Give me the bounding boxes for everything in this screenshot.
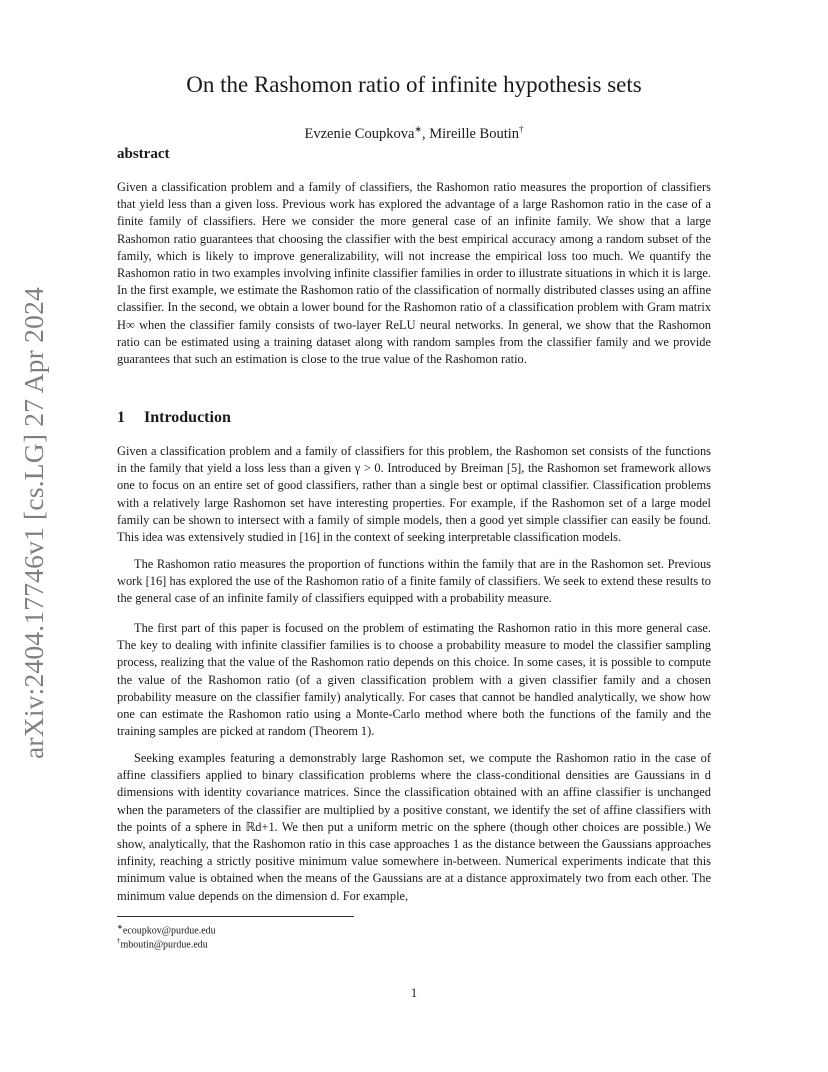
footnote-divider [117, 916, 354, 917]
footnote [117, 937, 208, 950]
author-line [117, 124, 711, 143]
footnote [117, 923, 216, 936]
author-name: Mireille Boutin [429, 125, 520, 142]
body-paragraph: The Rashomon ratio measures the proportion of functions within the family that are in the Rashomon set. Previous work [16] has explored the use of the Rashomon ratio of a finite family of classifiers. We seek to extend these results to the general case of an infinite family of classifiers equipped with a probability measure. [117, 557, 711, 606]
paper-title: On the Rashomon ratio of infinite hypothesis sets [186, 72, 642, 97]
author-name: Evzenie Coupkova [304, 125, 415, 142]
abstract-body: Given a classification problem and a family of classifiers, the Rashomon ratio measures the proportion of classifiers that yield less than a given loss. Previous work has explored the advantage of a large Rashomon ratio in the case of a finite family of classifiers. Here we consider the more general case of an infinite family. We show that a large Rashomon ratio guarantees that choosing the classifier with the best empirical accuracy among a random subset of the family, which is likely to improve generalizability, will not increase the empirical loss too much. We quantify the Rashomon ratio in two examples involving infinite classifier families in order to illustrate situations in which it is large. In the first example, we estimate the Rashomon ratio of the classification of normally distributed classes using an affine classifier. In the second, we obtain a lower bound for the Rashomon ratio of a classification problem with Gram matrix H∞ when the classifier family consists of two-layer ReLU neural networks. In general, we show that the Rashomon ratio can be estimated using a training dataset along with random samples from the classifier family and we provide guarantees that such an estimation is close to the true value of the Rashomon ratio. [117, 180, 711, 367]
arxiv-id: arXiv:2404.17746v1 [cs.LG] 27 Apr 2024 [18, 287, 49, 759]
author-email: ecoupkov@purdue.edu [122, 925, 216, 937]
body-paragraph: Given a classification problem and a family of classifiers for this problem, the Rashomon set consists of the functions in the family that yield a loss less than a given γ > 0. Introduced by Breiman [5], the Rashomon set framework allows one to focus on an entire set of good classifiers, rather than a single best or optimal classifier. Classification problems with a relatively large Rashomon set have interesting properties. For example, if the Rashomon set of a large model family can be shown to intersect with a family of simple models, then a good yet simple classifier can easily be found. This idea was extensively studied in [16] in the context of seeking interpretable classification models. [117, 444, 711, 545]
body-paragraph: Seeking examples featuring a demonstrably large Rashomon set, we compute the Rashomon ratio in the case of affine classifiers applied to binary classification problems where the class-conditional densities are Gaussians in d dimensions with identity covariance matrices. Since the classification obtained with an affine classifier is unchanged when the parameters of the classifier are multiplied by a positive constant, we identify the set of affine classifiers with the points of a sphere in ℝd+1. We then put a uniform metric on the sphere (though other choices are possible.) We show, analytically, that the Rashomon ratio in this case approaches 1 as the distance between the Gaussians approaches infinity, reaching a strictly positive minimum value somewhere in-between. Numerical experiments indicate that this minimum value is obtained when the means of the Gaussians are at a distance approximately two from each other. The minimum value depends on the dimension d. For example, [117, 751, 711, 903]
footnote-mark: ∗ [414, 124, 422, 134]
body-paragraph: The first part of this paper is focused on the problem of estimating the Rashomon ratio in this more general case. The key to dealing with infinite classifier families is to choose a probability measure to model the classifier sampling process, realizing that the value of the Rashomon ratio depends on this choice. In some cases, it is possible to compute the value of the Rashomon ratio (of a given classification problem with a given classifier family and a chosen probability measure on the classifier family) analytically. For cases that cannot be handled analytically, we show how one can estimate the Rashomon ratio using a Monte-Carlo method where both the functions of the family and the training samples are picked at random (Theorem 1). [117, 621, 711, 739]
footnote-mark: † [117, 937, 121, 945]
section-title: Introduction [144, 409, 231, 426]
footnote-mark: ∗ [117, 923, 123, 931]
page-number: 1 [410, 986, 418, 1000]
author-separator: , [421, 125, 430, 142]
arxiv-watermark [17, 288, 51, 758]
section-number: 1 [117, 409, 125, 426]
author-email: mboutin@purdue.edu [120, 939, 208, 951]
footnote-mark: † [519, 124, 524, 134]
section-heading [117, 409, 231, 427]
abstract-heading: abstract [117, 146, 170, 162]
